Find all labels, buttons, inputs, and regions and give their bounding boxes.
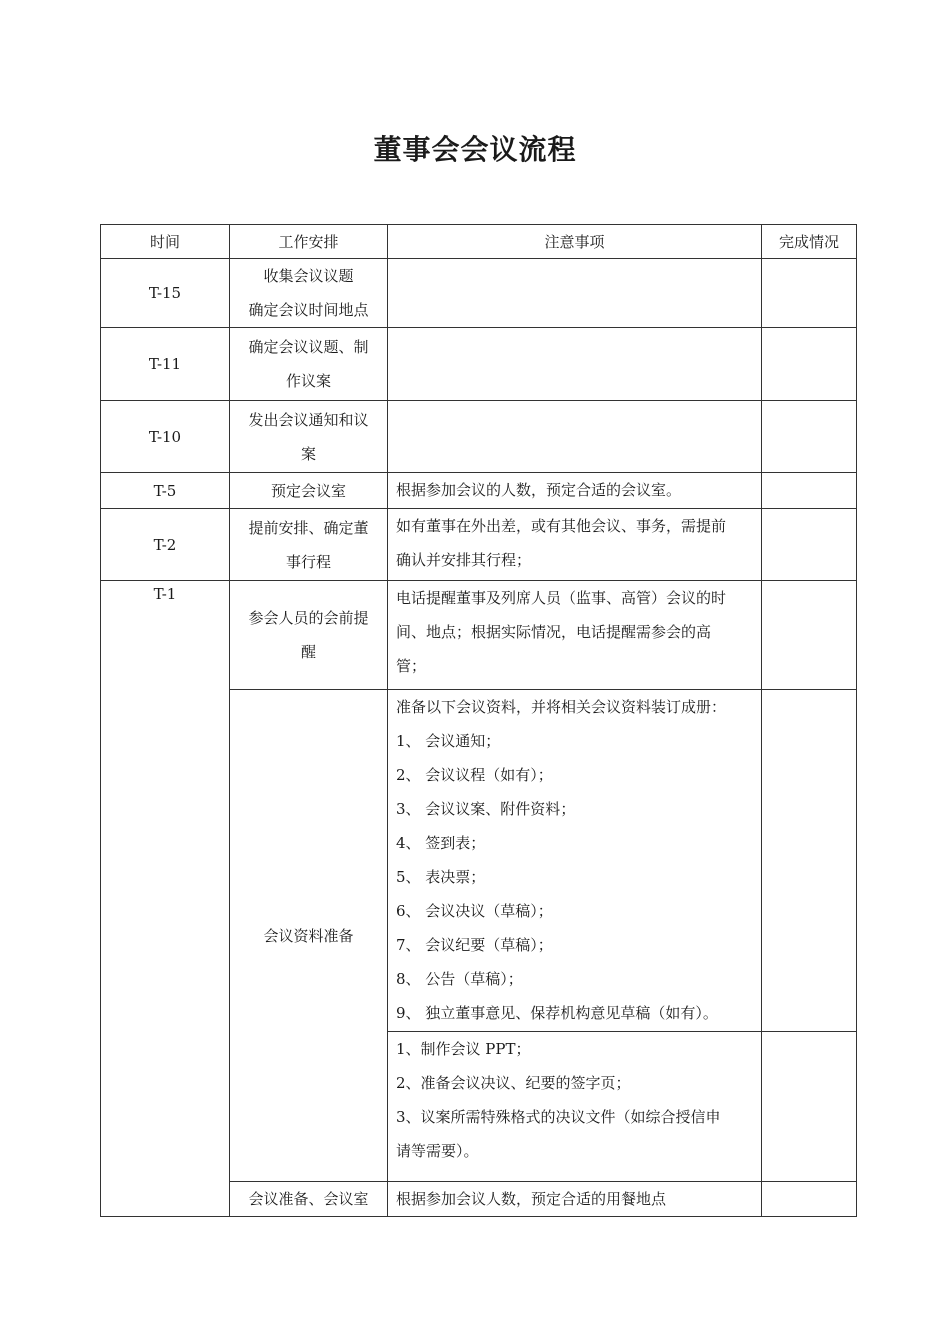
notes-cell	[388, 1032, 762, 1182]
time-cell: T-15	[101, 259, 230, 328]
note-line: 电话提醒董事及列席人员（监事、高管）会议的时	[396, 589, 727, 607]
table-header-row	[101, 225, 857, 259]
task-line: 确定会议议题、制	[248, 338, 369, 356]
notes-cell	[388, 509, 762, 581]
table-row	[101, 401, 857, 473]
header-task: 工作安排	[230, 225, 388, 259]
note-line: 5、 表决票；	[396, 868, 486, 886]
header-status: 完成情况	[762, 225, 857, 259]
task-line: 收集会议议题	[263, 267, 354, 285]
task-line: 会议资料准备	[263, 926, 354, 945]
task-line: 案	[300, 444, 316, 463]
note-line: 2、准备会议决议、纪要的签字页；	[396, 1074, 631, 1092]
time-cell: T-10	[101, 401, 230, 473]
note-line: 8、 公告（草稿）；	[396, 970, 523, 988]
status-cell	[762, 1032, 857, 1182]
task-line: 醒	[300, 643, 316, 661]
task-line: 作议案	[285, 372, 331, 390]
note-line: 确认并安排其行程；	[396, 551, 532, 569]
notes-cell	[388, 401, 762, 473]
table-row	[101, 581, 857, 690]
note-line: 准备以下会议资料，并将相关会议资料装订成册：	[396, 698, 727, 716]
note-line: 请等需要）。	[396, 1142, 479, 1160]
task-cell	[230, 581, 388, 690]
note-line: 4、 签到表；	[396, 834, 486, 852]
time-cell: T-1	[101, 581, 230, 1217]
task-cell	[230, 509, 388, 581]
status-cell	[762, 401, 857, 473]
note-line: 6、 会议决议（草稿）；	[396, 902, 553, 920]
task-line: 参会人员的会前提	[248, 609, 369, 627]
task-line: 事行程	[285, 552, 331, 571]
notes-cell	[388, 690, 762, 1032]
note-line: 根据参加会议的人数，预定合适的会议室。	[396, 481, 682, 499]
note-line: 如有董事在外出差，或有其他会议、事务，需提前	[396, 517, 727, 535]
meeting-flow-table	[100, 224, 857, 1217]
header-time: 时间	[101, 225, 230, 259]
task-cell	[230, 259, 388, 328]
note-line: 3、议案所需特殊格式的决议文件（如综合授信申	[396, 1108, 721, 1126]
task-line: 预定会议室	[270, 481, 346, 500]
status-cell	[762, 509, 857, 581]
table-row	[101, 259, 857, 328]
time-cell: T-11	[101, 328, 230, 401]
time-cell: T-2	[101, 509, 230, 581]
task-cell	[230, 473, 388, 509]
note-line: 1、制作会议 PPT；	[396, 1040, 531, 1058]
task-line: 发出会议通知和议	[248, 410, 369, 429]
task-cell	[230, 690, 388, 1182]
note-line: 7、 会议纪要（草稿）；	[396, 936, 553, 954]
note-line: 间、地点；根据实际情况，电话提醒需参会的高	[396, 623, 712, 641]
note-line: 1、 会议通知；	[396, 732, 501, 750]
table-row	[101, 509, 857, 581]
note-line: 3、 会议议案、附件资料；	[396, 800, 576, 818]
task-cell	[230, 1182, 388, 1217]
note-line: 2、 会议议程（如有）；	[396, 766, 553, 784]
notes-cell	[388, 1182, 762, 1217]
task-cell	[230, 328, 388, 401]
task-line: 提前安排、确定董	[248, 518, 369, 537]
header-notes: 注意事项	[388, 225, 762, 259]
notes-cell	[388, 473, 762, 509]
document-title: 董事会会议流程	[373, 133, 577, 166]
task-line: 确定会议时间地点	[248, 301, 369, 319]
status-cell	[762, 328, 857, 401]
status-cell	[762, 581, 857, 690]
table-row	[101, 328, 857, 401]
notes-cell	[388, 581, 762, 690]
note-line: 管；	[396, 657, 427, 675]
note-line: 根据参加会议人数，预定合适的用餐地点	[396, 1190, 667, 1208]
task-line: 会议准备、会议室	[248, 1190, 369, 1208]
status-cell	[762, 473, 857, 509]
task-cell	[230, 401, 388, 473]
notes-cell	[388, 328, 762, 401]
table-row	[101, 473, 857, 509]
status-cell	[762, 259, 857, 328]
status-cell	[762, 1182, 857, 1217]
note-line: 9、 独立董事意见、保荐机构意见草稿（如有）。	[396, 1004, 718, 1022]
time-cell: T-5	[101, 473, 230, 509]
status-cell	[762, 690, 857, 1032]
notes-cell	[388, 259, 762, 328]
